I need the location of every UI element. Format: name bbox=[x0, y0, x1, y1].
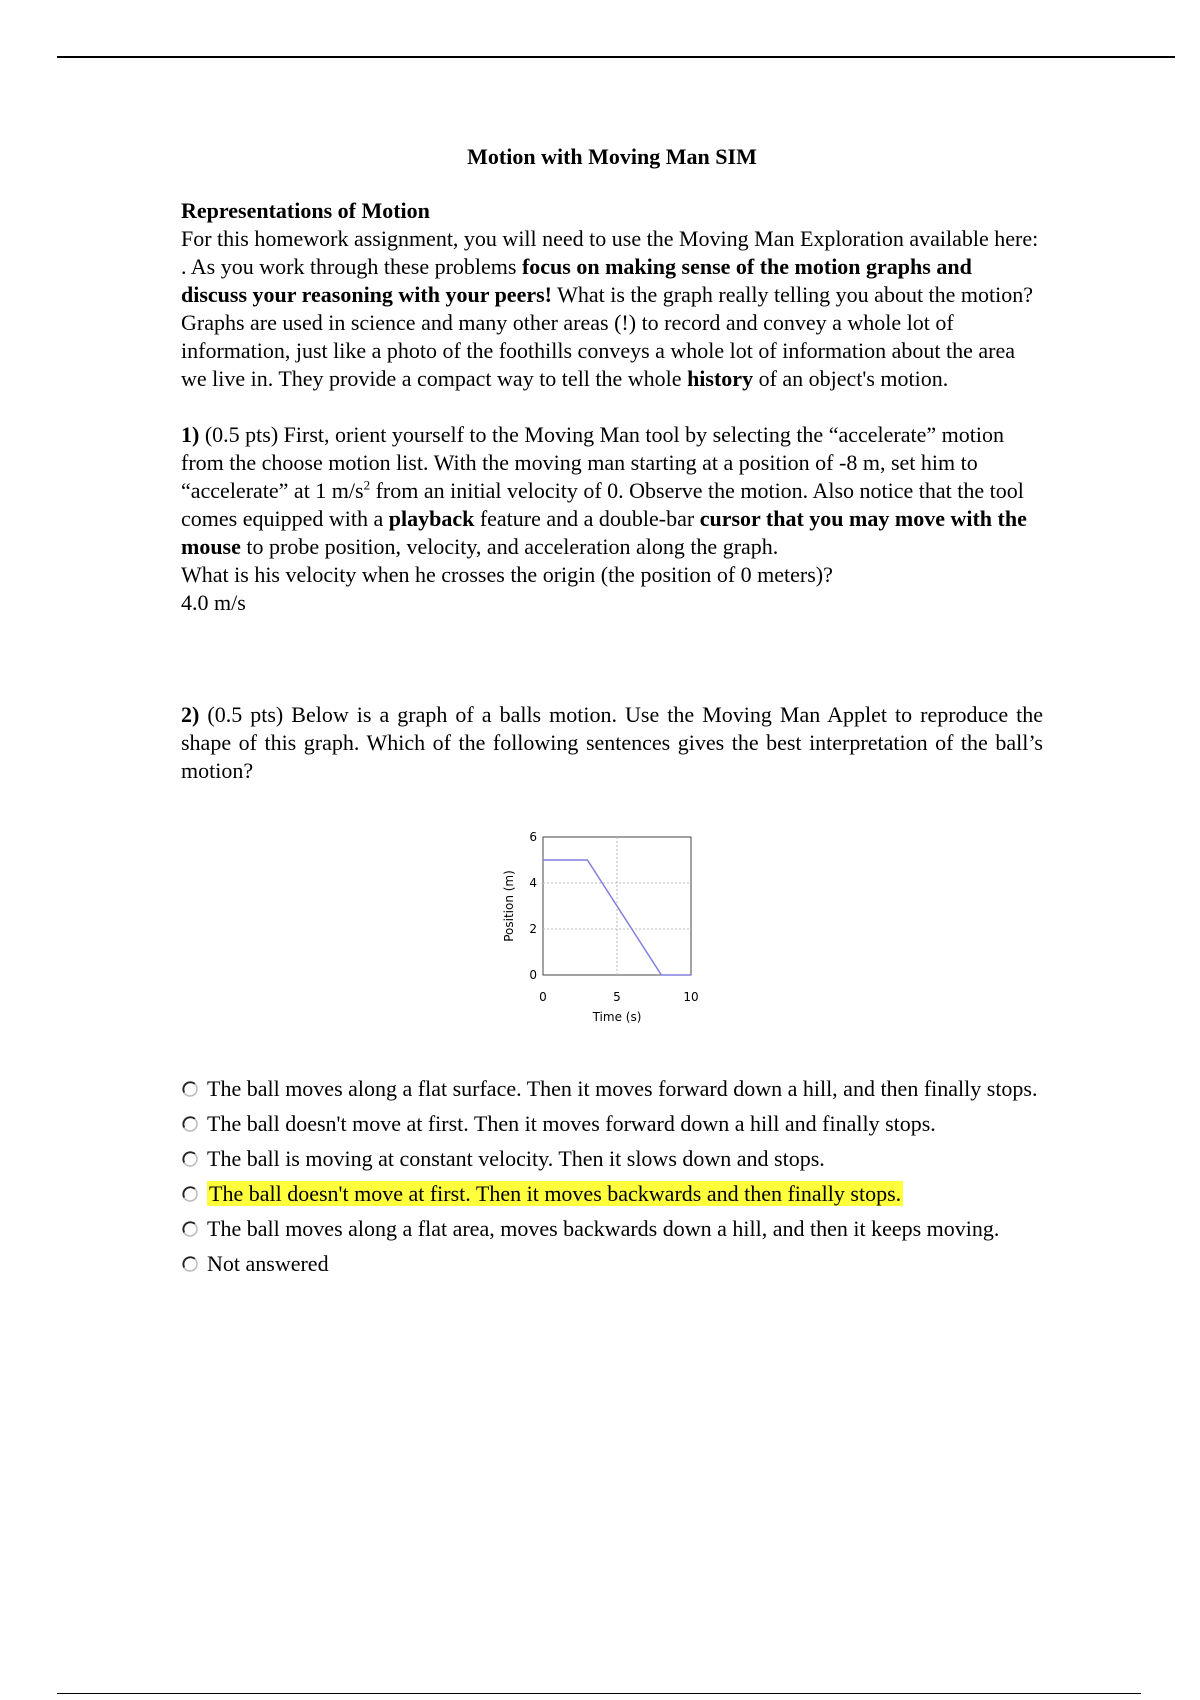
x-tick-label: 5 bbox=[613, 990, 621, 1004]
top-rule bbox=[57, 56, 1175, 58]
question-1 bbox=[181, 421, 1043, 617]
answer-option-label: The ball doesn't move at first. Then it moves backwards and then finally stops. bbox=[209, 1181, 902, 1206]
question-1-text-4: to probe position, velocity, and acceleration along the graph. bbox=[240, 534, 779, 559]
y-tick-label: 2 bbox=[529, 922, 537, 936]
question-1-text-3: feature and a double-bar bbox=[474, 506, 700, 531]
intro-text-2: What is the graph really telling you about the motion? Graphs are used in science and many other areas (!) to record and convey a whole lot of information, just like a photo of the foothills conveys a whole lot of information about the area we live in. They provide a compact way to tell the whole bbox=[181, 282, 1034, 391]
radio-button-icon[interactable] bbox=[181, 1080, 199, 1098]
position-time-chart bbox=[181, 817, 1043, 1037]
x-axis-label: Time (s) bbox=[592, 1010, 642, 1024]
question-1-text-2: from an initial velocity of 0. Observe the motion. Also notice that the tool comes equipped with a bbox=[181, 478, 1024, 531]
radio-button-icon[interactable] bbox=[181, 1115, 199, 1133]
answer-option[interactable] bbox=[181, 1180, 1043, 1208]
document-title: Motion with Moving Man SIM bbox=[467, 144, 757, 169]
answer-option[interactable] bbox=[181, 1075, 1043, 1103]
question-2 bbox=[181, 701, 1043, 785]
answer-option-label: The ball moves along a flat surface. Then it moves forward down a hill, and then finally stops. bbox=[207, 1076, 1038, 1101]
answer-option-label: The ball is moving at constant velocity. Then it slows down and stops. bbox=[207, 1146, 825, 1171]
answer-option-label: Not answered bbox=[207, 1251, 329, 1276]
question-1-number: 1) bbox=[181, 422, 200, 447]
question-1-bold-playback: playback bbox=[388, 506, 475, 531]
answer-option-label: The ball doesn't move at first. Then it moves forward down a hill and finally stops. bbox=[207, 1111, 936, 1136]
question-2-text: (0.5 pts) Below is a graph of a balls motion. Use the Moving Man Applet to reproduce the shape of this graph. Which of the following sentences gives the best interpretation of the ball’s motion? bbox=[181, 702, 1043, 783]
question-1-text-1: (0.5 pts) First, orient yourself to the Moving Man tool by selecting the “accelerate” motion from the choose motion list. With the moving man starting at a position of -8 m, set him to “accelerate” at 1 m/s bbox=[181, 422, 1004, 503]
intro-paragraph bbox=[181, 197, 1043, 393]
question-1-answer: 4.0 m/s bbox=[181, 590, 246, 615]
answer-option[interactable] bbox=[181, 1215, 1043, 1243]
question-1-prompt: What is his velocity when he crosses the origin (the position of 0 meters)? bbox=[181, 562, 833, 587]
x-tick-label: 10 bbox=[683, 990, 699, 1004]
question-2-number: 2) bbox=[181, 702, 200, 727]
radio-button-icon[interactable] bbox=[181, 1255, 199, 1273]
y-axis-label: Position (m) bbox=[502, 870, 516, 942]
y-tick-label: 4 bbox=[529, 876, 537, 890]
answer-option[interactable] bbox=[181, 1250, 1043, 1278]
intro-bold-history: history bbox=[687, 366, 754, 391]
answer-option[interactable] bbox=[181, 1145, 1043, 1173]
document-body bbox=[181, 143, 1043, 1285]
answer-option[interactable] bbox=[181, 1110, 1043, 1138]
radio-button-icon[interactable] bbox=[181, 1220, 199, 1238]
x-tick-label: 0 bbox=[539, 990, 547, 1004]
intro-bold-1: focus on making sense of the motion graphs and discuss your reasoning with your peers! bbox=[181, 254, 972, 307]
radio-button-icon[interactable] bbox=[181, 1150, 199, 1168]
radio-button-icon[interactable] bbox=[181, 1185, 199, 1203]
intro-text-3: of an object's motion. bbox=[753, 366, 949, 391]
answer-options bbox=[181, 1075, 1043, 1278]
intro-text-1: For this homework assignment, you will need to use the Moving Man Exploration available here: . As you work through these problems bbox=[181, 226, 1039, 279]
question-1-bold-cursor: cursor that you may move with the mouse bbox=[181, 506, 1027, 559]
answer-option-label: The ball moves along a flat area, moves backwards down a hill, and then it keeps moving. bbox=[207, 1216, 1000, 1241]
bottom-rule bbox=[57, 1693, 1141, 1694]
section-heading: Representations of Motion bbox=[181, 198, 430, 223]
chart-svg bbox=[487, 817, 727, 1037]
y-tick-label: 0 bbox=[529, 968, 537, 982]
y-tick-label: 6 bbox=[529, 830, 537, 844]
question-1-superscript: 2 bbox=[363, 477, 371, 493]
